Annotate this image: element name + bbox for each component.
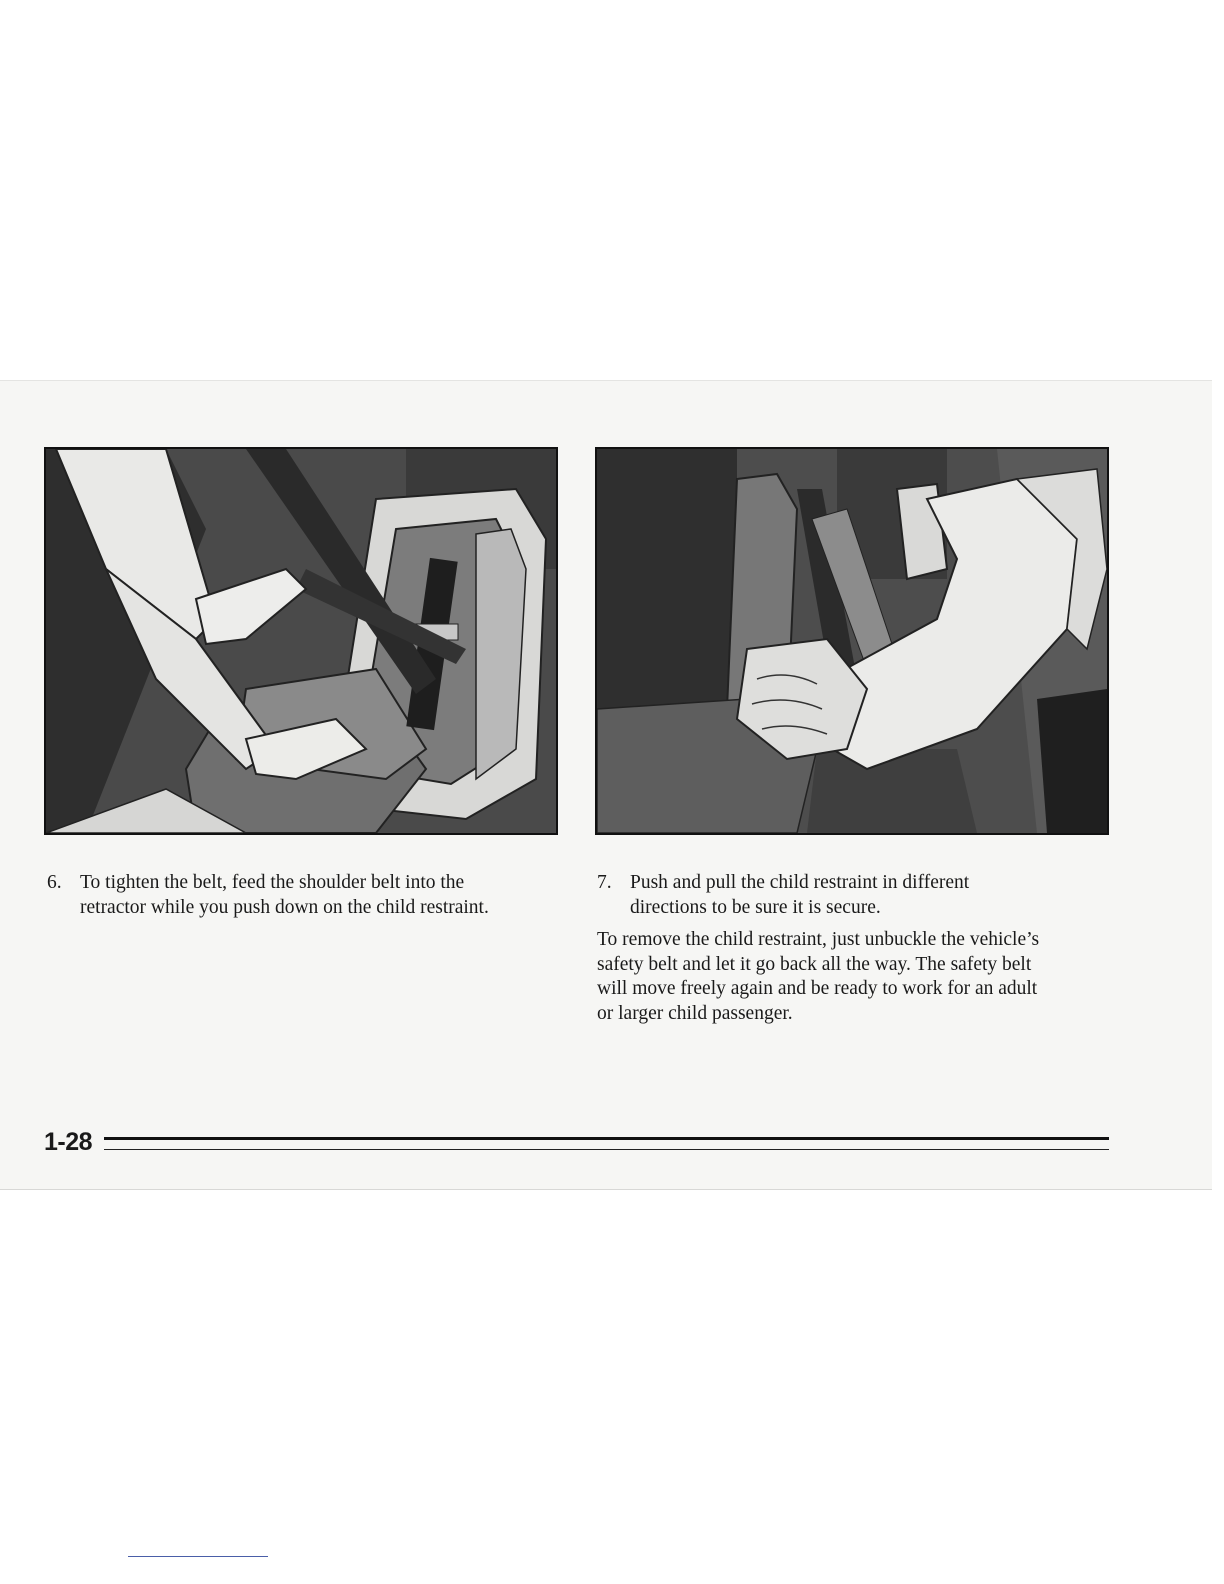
- push-pull-restraint-illustration: [595, 447, 1109, 835]
- footer-rule-thin: [104, 1149, 1109, 1150]
- removal-paragraph: [597, 928, 1109, 1026]
- step-number: 6.: [47, 872, 62, 893]
- paragraph-line: safety belt and let it go back all the way. The safety belt: [597, 953, 1032, 975]
- tighten-belt-illustration: [44, 447, 558, 835]
- step-text-line: Push and pull the child restraint in different: [630, 872, 970, 893]
- bottom-underline: [128, 1556, 268, 1557]
- step-text-line: To tighten the belt, feed the shoulder belt into the: [80, 872, 465, 893]
- step-text: [630, 870, 969, 920]
- page-number: 1-28: [44, 1128, 93, 1156]
- footer-rule-thick: [104, 1137, 1109, 1140]
- paragraph-line: or larger child passenger.: [597, 1002, 793, 1024]
- step-text: [80, 870, 489, 920]
- paragraph-line: To remove the child restraint, just unbuckle the vehicle’s: [597, 929, 1040, 950]
- step-text-line: retractor while you push down on the child restraint.: [80, 897, 489, 918]
- step-number: 7.: [597, 872, 612, 893]
- step-text-line: directions to be sure it is secure.: [630, 897, 881, 918]
- paragraph-line: will move freely again and be ready to work for an adult: [597, 978, 1038, 999]
